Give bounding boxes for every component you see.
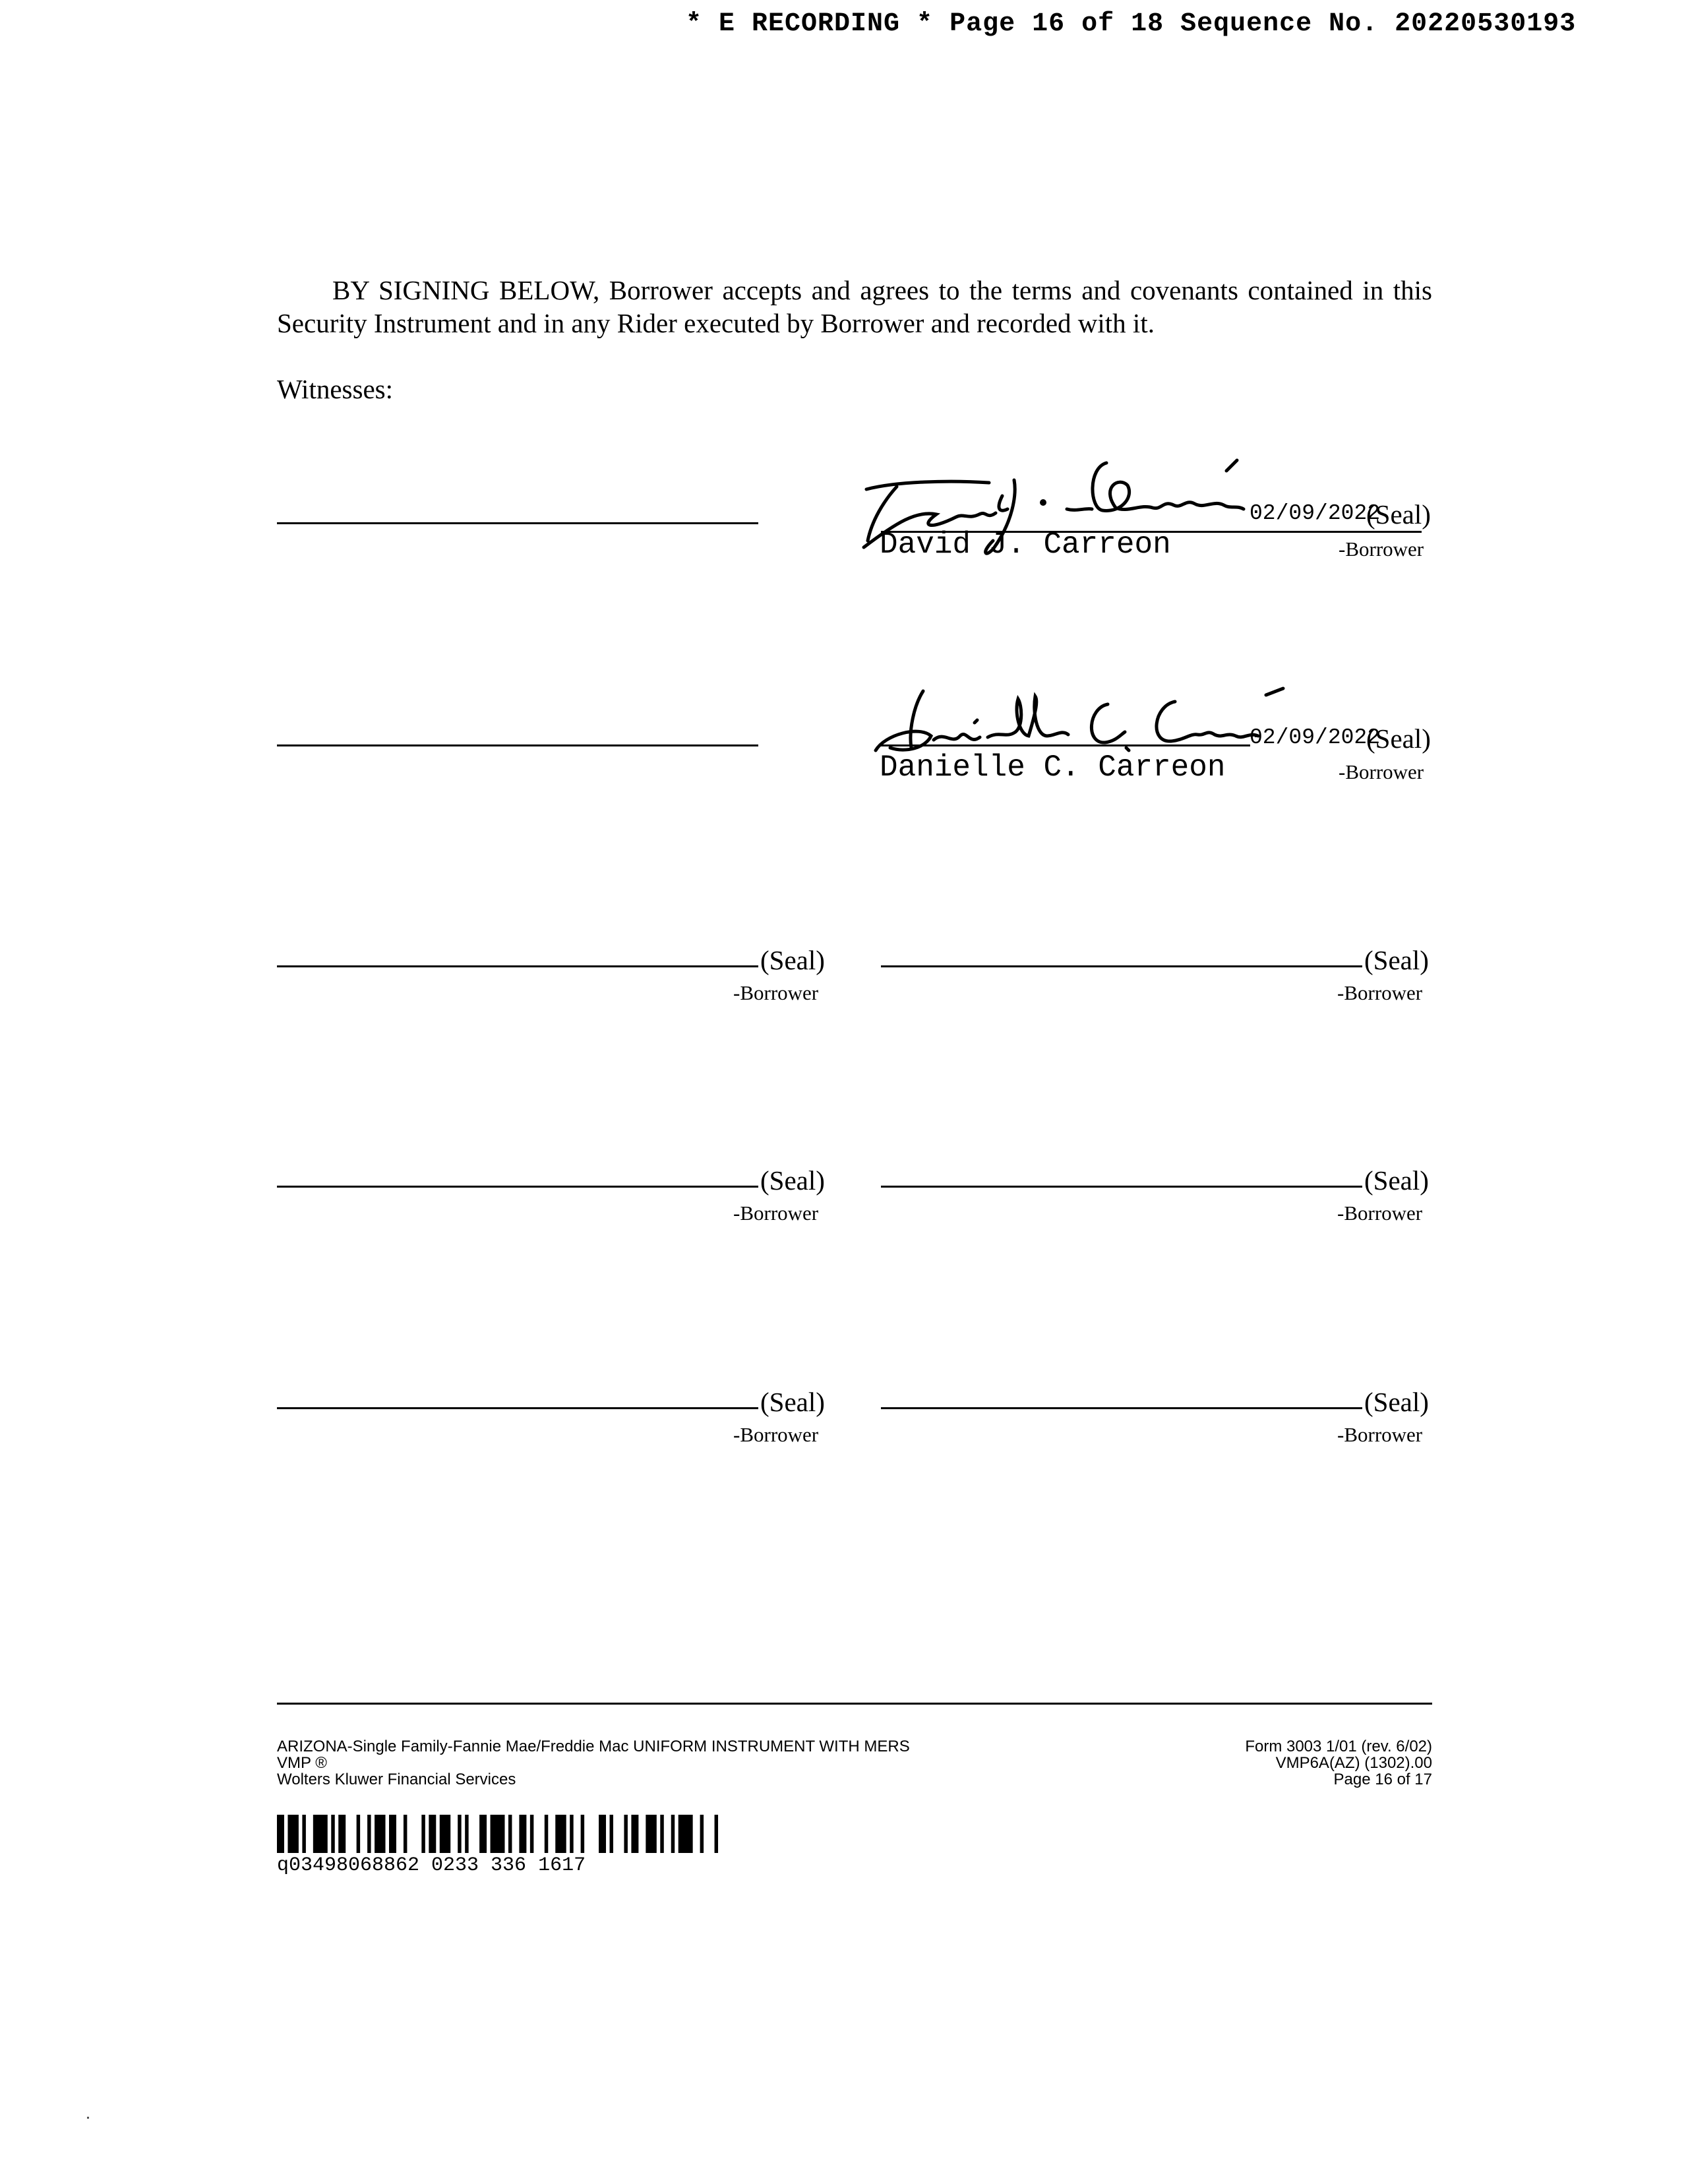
barcode-graphic [277, 1815, 725, 1853]
footer-publisher: Wolters Kluwer Financial Services [277, 1771, 516, 1788]
footer-form-number: Form 3003 1/01 (rev. 6/02) [1245, 1738, 1432, 1755]
barcode-number: q03498068862 0233 336 1617 [277, 1854, 586, 1877]
barcode-bar [570, 1815, 573, 1853]
signing-statement-text: BY SIGNING BELOW, Borrower accepts and agrees to the terms and covenants contained in this Security Instrument and in any Rider executed by Borrower and recorded with it. [277, 275, 1432, 338]
witnesses-label: Witnesses: [277, 374, 393, 404]
role-label: -Borrower [1337, 1423, 1423, 1446]
footer-vmp: VMP ® [277, 1754, 327, 1772]
barcode-bar [277, 1815, 284, 1853]
barcode-bar [313, 1815, 328, 1853]
barcode-bar [555, 1815, 566, 1853]
witness-line-2 [277, 744, 758, 746]
footer-rule [277, 1703, 1432, 1705]
barcode-bar [331, 1815, 334, 1853]
blank-signature-line [881, 1407, 1362, 1409]
printed-name-2: Danielle C. Carreon [880, 750, 1226, 785]
role-label: -Borrower [733, 1201, 819, 1225]
scan-speck [87, 2117, 89, 2119]
barcode-bar [519, 1815, 526, 1853]
blank-signature-line [881, 1186, 1362, 1188]
blank-signature-line [277, 1186, 758, 1188]
printed-name-1: David J. Carreon [880, 528, 1171, 562]
blank-signature-line [277, 1407, 758, 1409]
barcode-bar [458, 1815, 461, 1853]
seal-label-2: (Seal) [1366, 723, 1431, 754]
role-label-2: -Borrower [1339, 760, 1424, 783]
recording-header: * E RECORDING * Page 16 of 18 Sequence No. 20220530193 [686, 9, 1577, 39]
role-label: -Borrower [733, 981, 819, 1004]
signature-date-2: 02/09/2022 [1250, 725, 1381, 750]
blank-signature-line [881, 965, 1362, 967]
footer-form-title: ARIZONA-Single Family-Fannie Mae/Freddie Mac UNIFORM INSTRUMENT WITH MERS [277, 1738, 910, 1755]
barcode-bar [508, 1815, 512, 1853]
signature-line-2 [881, 744, 1250, 746]
barcode-bar [338, 1815, 346, 1853]
seal-label: (Seal) [760, 1165, 825, 1196]
barcode-bar [599, 1815, 606, 1853]
barcode-bar [375, 1815, 385, 1853]
barcode-bar [404, 1815, 407, 1853]
seal-label-1: (Seal) [1366, 499, 1431, 530]
barcode-bar [671, 1815, 675, 1853]
barcode-bar [624, 1815, 627, 1853]
handwritten-signature-2 [870, 679, 1292, 758]
barcode-bar [530, 1815, 533, 1853]
barcode-bar [389, 1815, 396, 1853]
seal-label: (Seal) [1364, 1387, 1429, 1417]
barcode-bar [678, 1815, 693, 1853]
role-label: -Borrower [1337, 1201, 1423, 1225]
barcode-bar [660, 1815, 663, 1853]
barcode-bar [357, 1815, 360, 1853]
barcode-bar [440, 1815, 450, 1853]
footer-page-number: Page 16 of 17 [1333, 1771, 1432, 1788]
barcode-bar [367, 1815, 371, 1853]
barcode-bar [700, 1815, 704, 1853]
seal-label: (Seal) [760, 1387, 825, 1417]
seal-label: (Seal) [760, 945, 825, 975]
barcode-bar [287, 1815, 298, 1853]
barcode-bar [429, 1815, 436, 1853]
barcode-bar [610, 1815, 613, 1853]
signature-date-1: 02/09/2022 [1250, 501, 1381, 526]
signing-statement [277, 274, 1432, 340]
barcode-bar [302, 1815, 305, 1853]
footer-form-code: VMP6A(AZ) (1302).00 [1275, 1754, 1432, 1772]
barcode-bar [421, 1815, 425, 1853]
barcode-bar [646, 1815, 656, 1853]
witness-line-1 [277, 522, 758, 524]
role-label: -Borrower [1337, 981, 1423, 1004]
role-label: -Borrower [733, 1423, 819, 1446]
seal-label: (Seal) [1364, 1165, 1429, 1196]
barcode-bar [479, 1815, 487, 1853]
barcode-bar [491, 1815, 505, 1853]
barcode-bar [545, 1815, 548, 1853]
role-label-1: -Borrower [1339, 537, 1424, 561]
barcode-bar [631, 1815, 638, 1853]
barcode-bar [465, 1815, 468, 1853]
seal-label: (Seal) [1364, 945, 1429, 975]
barcode-bar [581, 1815, 584, 1853]
blank-signature-line [277, 965, 758, 967]
barcode-bar [715, 1815, 718, 1853]
